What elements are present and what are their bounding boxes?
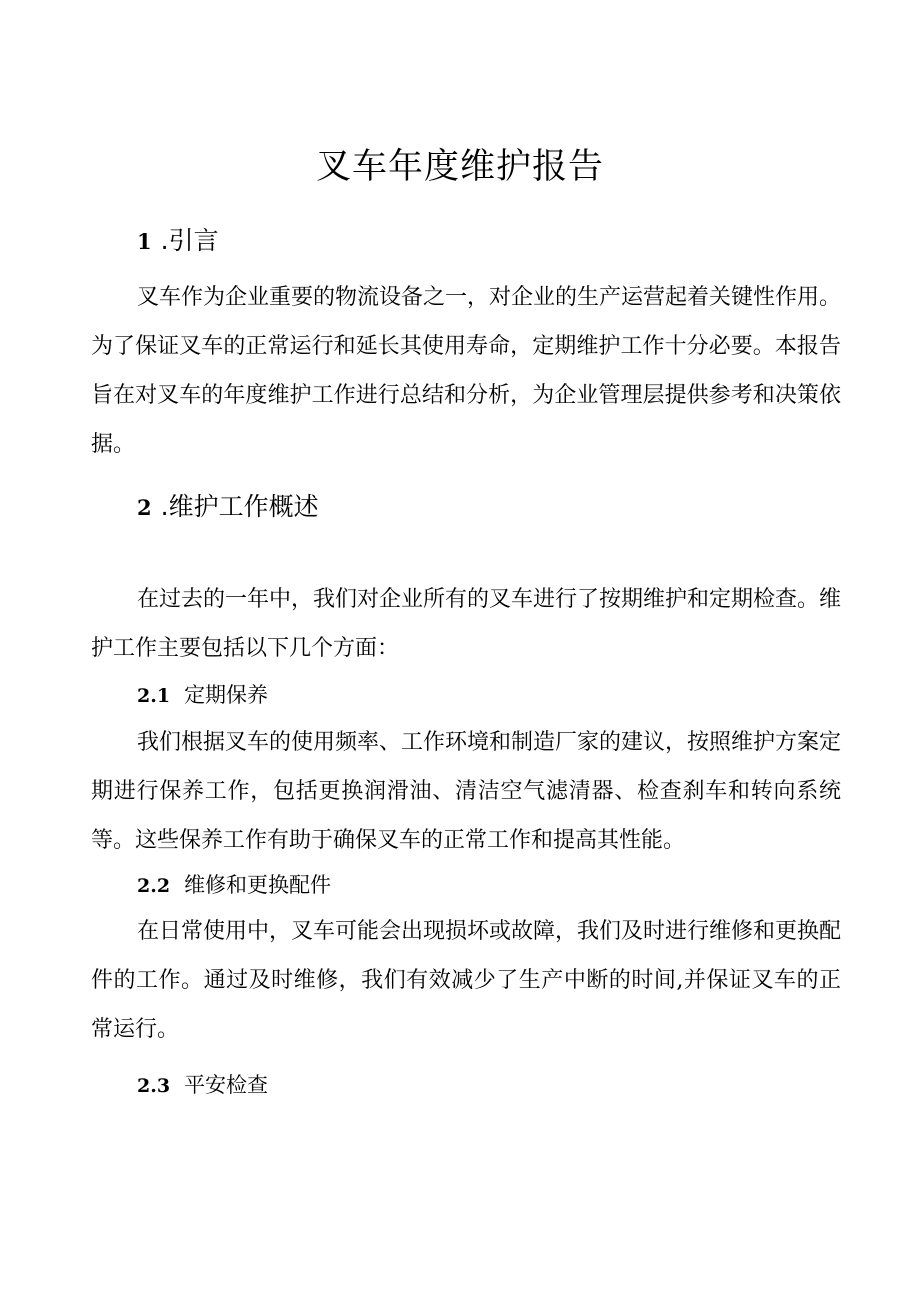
section-number: 2 <box>137 495 152 520</box>
subsection-heading-safety-inspection <box>137 1070 268 1101</box>
repair-paragraph: 在日常使用中，叉车可能会出现损坏或故障，我们及时进行维修和更换配件的工作。通过及时维修，我们有效减少了生产中断的时间,并保证叉车的正常运行。 <box>91 919 842 1042</box>
subsection-number: 2.2 <box>137 875 171 897</box>
section-title: .引言 <box>160 226 219 255</box>
subsection-number: 2.1 <box>137 685 171 707</box>
section-number: 1 <box>137 229 152 254</box>
subsection-title: 定期保养 <box>184 683 269 707</box>
introduction-paragraph: 叉车作为企业重要的物流设备之一，对企业的生产运营起着关键性作用。为了保证叉车的正常运行和延长其使用寿命，定期维护工作十分必要。本报告旨在对叉车的年度维护工作进行总结和分析，为企业管理层提供参考和决策依据。 <box>91 285 842 457</box>
section-heading-overview <box>137 489 319 526</box>
subsection-heading-repair <box>137 870 331 901</box>
subsection-number: 2.3 <box>137 1075 171 1097</box>
overview-paragraph: 在过去的一年中，我们对企业所有的叉车进行了按期维护和定期检查。维护工作主要包括以下几个方面： <box>91 587 842 661</box>
subsection-heading-maintenance <box>137 680 268 711</box>
section-heading-introduction <box>137 223 219 260</box>
maintenance-paragraph: 我们根据叉车的使用频率、工作环境和制造厂家的建议，按照维护方案定期进行保养工作，包括更换润滑油、清洁空气滤清器、检查刹车和转向系统等。这些保养工作有助于确保叉车的正常工作和提高其性能。 <box>91 730 842 853</box>
subsection-title: 平安检查 <box>184 1073 269 1097</box>
section-title: .维护工作概述 <box>160 492 319 521</box>
document-title: 叉车年度维护报告 <box>315 147 604 187</box>
subsection-title: 维修和更换配件 <box>184 873 332 897</box>
